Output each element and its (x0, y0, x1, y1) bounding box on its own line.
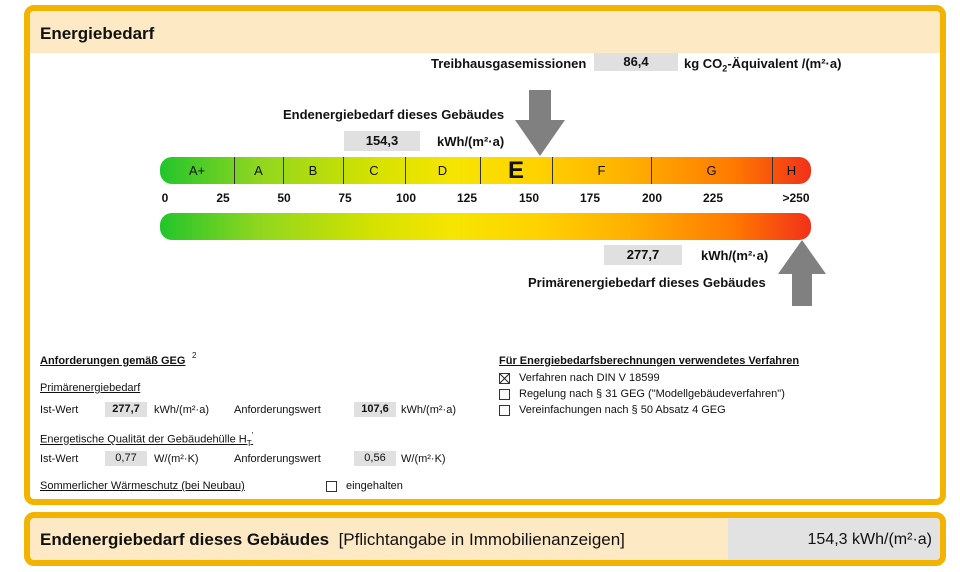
scale-tick: 200 (641, 191, 663, 205)
end-energy-label: Endenergiebedarf dieses Gebäudes (283, 107, 505, 122)
primary-ist-unit: kWh/(m²·a) (154, 404, 209, 416)
scale-tick: >250 (782, 191, 810, 205)
scale-tick: 175 (579, 191, 601, 205)
class-label: G (706, 163, 717, 178)
panel-title: Energiebedarf (40, 24, 155, 43)
class-label: A+ (188, 163, 206, 178)
end-energy-arrow-icon (515, 90, 565, 156)
primary-energy-unit: kWh/(m²·a) (701, 248, 769, 263)
envelope-title: Energetische Qualität der Gebäudehülle $H_T'$ (40, 431, 254, 448)
class-label: H (786, 163, 797, 178)
scale-tick: 25 (216, 191, 230, 205)
scale-tick: 75 (338, 191, 352, 205)
envelope-anf-value: 0,56 (354, 451, 396, 466)
mandatory-info-value: 154,3 kWh/(m²·a) (728, 518, 940, 560)
primary-anf-unit: kWh/(m²·a) (401, 404, 456, 416)
scale-tick: 225 (702, 191, 724, 205)
class-label: D (437, 163, 448, 178)
end-energy-unit: kWh/(m²·a) (437, 134, 505, 149)
scale-tick: 50 (277, 191, 291, 205)
methods-title: Für Energiebedarfsberechnungen verwendetes Verfahren (499, 355, 800, 367)
envelope-ist-label: Ist-Wert (40, 453, 79, 465)
summer-protection-check-label: eingehalten (346, 480, 403, 492)
class-label: C (369, 163, 379, 178)
primary-ist-label: Ist-Wert (40, 404, 79, 416)
scale-tick: 100 (395, 191, 417, 205)
method-checkbox-din[interactable] (499, 373, 510, 384)
class-label: A (254, 163, 263, 178)
method-checkbox-model[interactable] (499, 389, 510, 400)
method-label: Regelung nach § 31 GEG ("Modellgebäudeverfahren") (519, 388, 785, 400)
requirements-title: Anforderungen gemäß GEG (40, 355, 186, 367)
envelope-anf-label: Anforderungswert (234, 453, 321, 465)
energy-scale-bar (160, 157, 811, 184)
scale-tick: 125 (456, 191, 478, 205)
primary-ist-value: 277,7 (105, 402, 147, 417)
primary-energy-value: 277,7 (604, 245, 682, 265)
requirements-footnote: 2 (192, 351, 197, 360)
class-label: B (308, 163, 318, 178)
primary-anf-value: 107,6 (354, 402, 396, 417)
emissions-value: 86,4 (594, 53, 678, 71)
emissions-label: Treibhausgasemissionen (431, 56, 587, 71)
scale-tick: 0 (161, 191, 169, 205)
envelope-anf-unit: W/(m²·K) (401, 453, 446, 465)
primary-anf-label: Anforderungswert (234, 404, 321, 416)
primary-energy-label: Primärenergiebedarf dieses Gebäudes (528, 275, 766, 290)
envelope-ist-unit: W/(m²·K) (154, 453, 199, 465)
class-label-highlighted: E (507, 157, 524, 184)
emissions-unit: kg $CO_2$-Äquivalent /(m²·a) (684, 56, 842, 74)
summer-protection-checkbox[interactable] (326, 481, 337, 492)
primary-energy-arrow-icon (778, 240, 826, 306)
method-label: Vereinfachungen nach § 50 Absatz 4 GEG (519, 404, 726, 416)
method-checkbox-simplified[interactable] (499, 405, 510, 416)
method-label: Verfahren nach DIN V 18599 (519, 372, 660, 384)
summer-protection-label: Sommerlicher Wärmeschutz (bei Neubau) (40, 480, 245, 492)
envelope-ist-value: 0,77 (105, 451, 147, 466)
mandatory-info-title: Endenergiebedarf dieses Gebäudes [Pflichtangabe in Immobilienanzeigen] (40, 530, 625, 549)
class-label: F (597, 163, 606, 178)
primary-requirements-title: Primärenergiebedarf (40, 382, 141, 394)
primary-energy-scale-bar (160, 213, 811, 240)
scale-tick: 150 (518, 191, 540, 205)
panel-header (30, 11, 940, 53)
mandatory-info-bar (24, 512, 946, 566)
end-energy-value: 154,3 (344, 131, 420, 151)
